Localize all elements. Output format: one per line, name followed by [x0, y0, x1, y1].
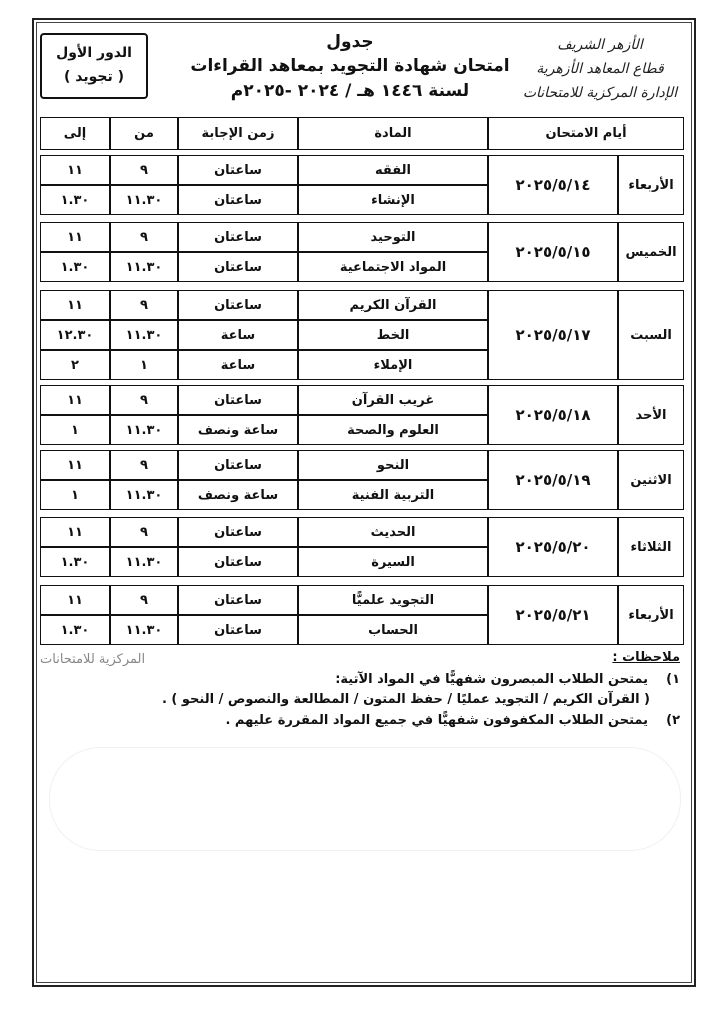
cell-day: السبت	[618, 290, 684, 380]
logo-line-3: الإدارة المركزية للامتحانات	[522, 85, 678, 101]
cell-subject: المواد الاجتماعية	[298, 252, 488, 282]
cell-duration: ساعتان	[178, 252, 298, 282]
cell-duration: ساعتان	[178, 222, 298, 252]
cell-subject: القرآن الكريم	[298, 290, 488, 320]
cell-from: ٩	[110, 385, 178, 415]
cell-day: الاثنين	[618, 450, 684, 510]
cell-to: ١١	[40, 222, 110, 252]
cell-to: ١١	[40, 290, 110, 320]
cell-subject: الإملاء	[298, 350, 488, 380]
title-line-2: امتحان شهادة التجويد بمعاهد القراءات	[190, 56, 510, 76]
title-line-3: لسنة ١٤٤٦ هـ / ٢٠٢٤ -٢٠٢٥م	[230, 81, 470, 101]
cell-subject: النحو	[298, 450, 488, 480]
cell-date: ٢٠٢٥/٥/١٤	[488, 155, 618, 215]
note-2-number: ٢)	[666, 713, 680, 728]
note-1-number: ١)	[666, 672, 680, 687]
cell-subject: التربية الفنية	[298, 480, 488, 510]
page-title	[170, 30, 530, 104]
cell-to: ١١	[40, 450, 110, 480]
header-duration: زمن الإجابة	[178, 117, 298, 150]
cell-duration: ساعتان	[178, 185, 298, 215]
title-line-1: جدول	[326, 32, 374, 52]
cell-day: الأربعاء	[618, 155, 684, 215]
cell-from: ١١.٣٠	[110, 252, 178, 282]
cell-subject: التجويد علميًّا	[298, 585, 488, 615]
cell-to: ١٢.٣٠	[40, 320, 110, 350]
logo-line-1: الأزهر الشريف	[557, 37, 643, 53]
stamp-text: المركزية للامتحانات	[40, 652, 146, 667]
cell-subject: الحديث	[298, 517, 488, 547]
cell-from: ٩	[110, 222, 178, 252]
cell-to: ٢	[40, 350, 110, 380]
cell-subject: الحساب	[298, 615, 488, 645]
cell-date: ٢٠٢٥/٥/١٨	[488, 385, 618, 445]
cell-duration: ساعتان	[178, 547, 298, 577]
cell-date: ٢٠٢٥/٥/٢١	[488, 585, 618, 645]
cell-to: ١.٣٠	[40, 185, 110, 215]
azhar-logo	[520, 33, 680, 113]
notes-heading: ملاحظات :	[612, 650, 680, 665]
cell-to: ١١	[40, 517, 110, 547]
header-subject: المادة	[298, 117, 488, 150]
cell-date: ٢٠٢٥/٥/١٧	[488, 290, 618, 380]
cell-subject: السيرة	[298, 547, 488, 577]
cell-duration: ساعة ونصف	[178, 415, 298, 445]
note-1-list: ( القرآن الكريم / التجويد عمليًا / حفظ المتون / المطالعة والنصوص / النحو ) .	[161, 692, 650, 707]
cell-duration: ساعتان	[178, 155, 298, 185]
cell-to: ١.٣٠	[40, 547, 110, 577]
cell-from: ٩	[110, 290, 178, 320]
cell-to: ١١	[40, 585, 110, 615]
cell-from: ٩	[110, 155, 178, 185]
cell-duration: ساعتان	[178, 585, 298, 615]
cell-from: ٩	[110, 517, 178, 547]
logo-line-2: قطاع المعاهد الأزهرية	[536, 61, 664, 77]
cell-from: ١	[110, 350, 178, 380]
note-1-text: يمتحن الطلاب المبصرون شفهيًّا في المواد الآتية:	[335, 672, 648, 687]
blank-area	[50, 748, 680, 850]
track-label: ( تجويد )	[63, 69, 124, 85]
cell-day: الثلاثاء	[618, 517, 684, 577]
header-from: من	[110, 117, 178, 150]
cell-from: ١١.٣٠	[110, 415, 178, 445]
cell-duration: ساعة	[178, 350, 298, 380]
cell-from: ١١.٣٠	[110, 185, 178, 215]
cell-from: ٩	[110, 450, 178, 480]
cell-subject: العلوم والصحة	[298, 415, 488, 445]
round-label: الدور الأول	[56, 45, 132, 61]
cell-date: ٢٠٢٥/٥/١٥	[488, 222, 618, 282]
cell-to: ١	[40, 415, 110, 445]
note-2	[40, 713, 680, 728]
cell-subject: الخط	[298, 320, 488, 350]
cell-duration: ساعة	[178, 320, 298, 350]
cell-duration: ساعتان	[178, 517, 298, 547]
cell-from: ٩	[110, 585, 178, 615]
cell-to: ١.٣٠	[40, 252, 110, 282]
cell-from: ١١.٣٠	[110, 615, 178, 645]
cell-day: الأربعاء	[618, 585, 684, 645]
cell-subject: التوحيد	[298, 222, 488, 252]
header-days: أيام الامتحان	[488, 117, 684, 150]
cell-date: ٢٠٢٥/٥/٢٠	[488, 517, 618, 577]
cell-day: الأحد	[618, 385, 684, 445]
cell-from: ١١.٣٠	[110, 547, 178, 577]
cell-subject: غريب القرآن	[298, 385, 488, 415]
cell-from: ١١.٣٠	[110, 320, 178, 350]
cell-duration: ساعتان	[178, 615, 298, 645]
cell-to: ١.٣٠	[40, 615, 110, 645]
cell-to: ١	[40, 480, 110, 510]
cell-subject: الفقه	[298, 155, 488, 185]
cell-duration: ساعتان	[178, 385, 298, 415]
note-1	[40, 672, 680, 687]
cell-subject: الإنشاء	[298, 185, 488, 215]
cell-duration: ساعتان	[178, 450, 298, 480]
cell-duration: ساعة ونصف	[178, 480, 298, 510]
header-to: إلى	[40, 117, 110, 150]
cell-day: الخميس	[618, 222, 684, 282]
round-box	[40, 33, 148, 99]
cell-to: ١١	[40, 155, 110, 185]
cell-from: ١١.٣٠	[110, 480, 178, 510]
note-2-text: يمتحن الطلاب المكفوفون شفهيًّا في جميع المواد المقررة عليهم .	[225, 713, 648, 728]
cell-duration: ساعتان	[178, 290, 298, 320]
cell-to: ١١	[40, 385, 110, 415]
cell-date: ٢٠٢٥/٥/١٩	[488, 450, 618, 510]
